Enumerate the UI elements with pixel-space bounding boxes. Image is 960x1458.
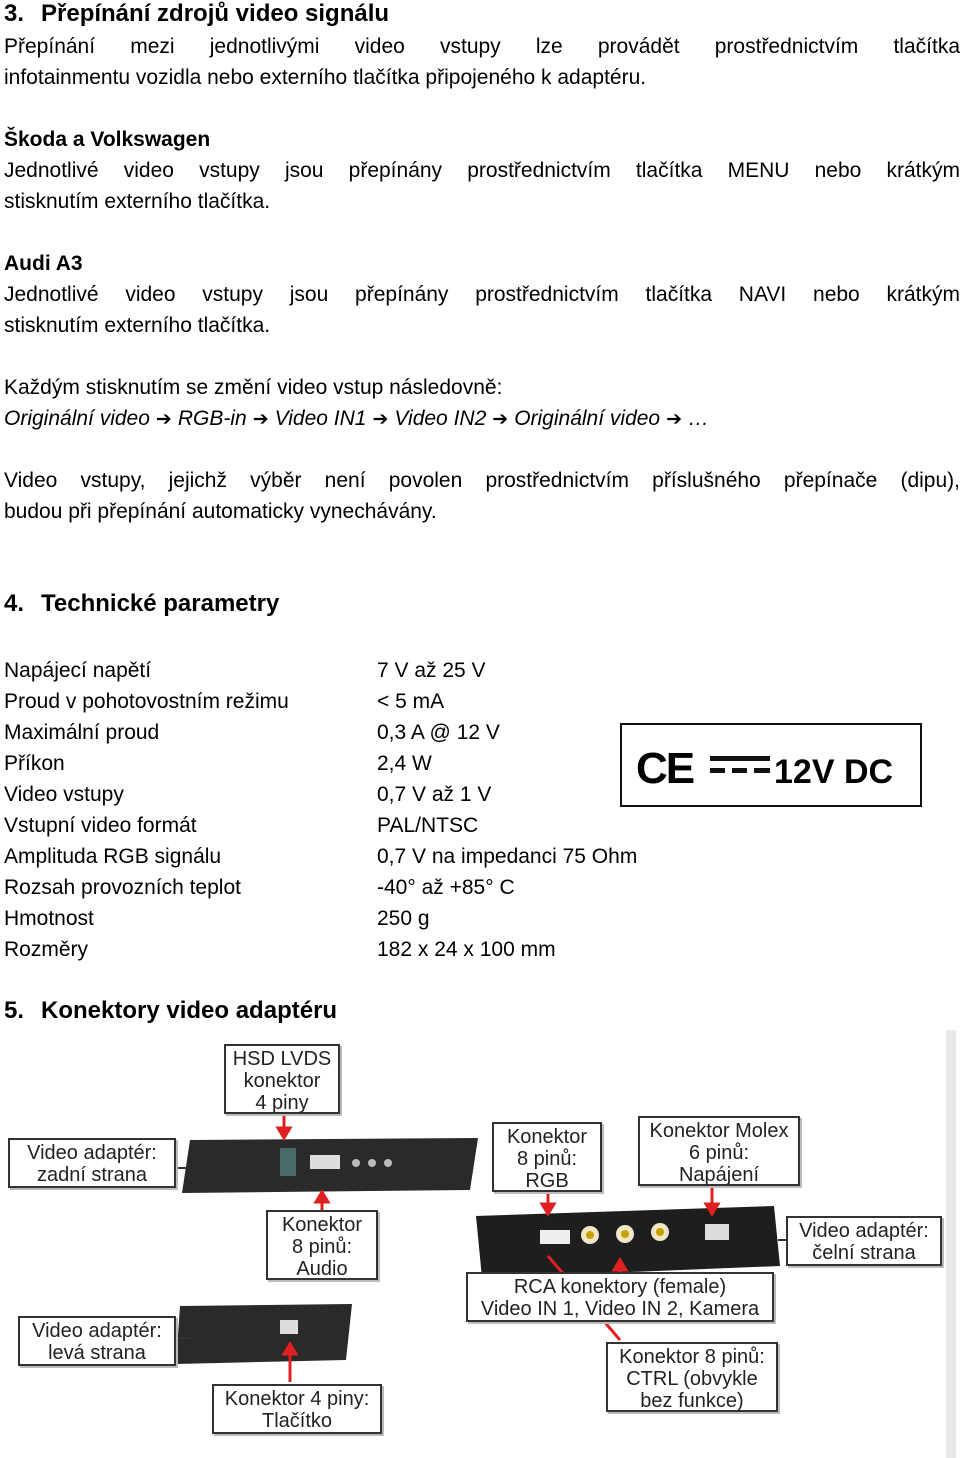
label-ctrl-connector: Konektor 8 pinů: CTRL (obvykle bez funkce) <box>606 1342 778 1412</box>
section-3-heading <box>4 0 389 28</box>
sequence-ellipsis: … <box>688 407 710 430</box>
sequence-step: Originální video <box>4 407 150 430</box>
dc-dash <box>732 768 747 773</box>
arrow-right-icon: ➔ <box>372 409 389 430</box>
power-mark: 12V DC <box>774 753 894 791</box>
port-hole <box>352 1159 360 1167</box>
spec-value: 0,7 V až 1 V <box>377 783 492 806</box>
spec-label: Příkon <box>4 752 65 775</box>
spec-label: Proud v pohotovostním režimu <box>4 690 289 713</box>
spec-value: -40° až +85° C <box>377 876 515 899</box>
skoda-text: stisknutím externího tlačítka. <box>4 190 271 213</box>
hsd-port <box>280 1148 296 1176</box>
skoda-text: Jednotlivé video vstupy jsou přepínány prostřednictvím tlačítka MENU nebo krátkým <box>4 159 960 182</box>
intro-line: infotainmentu vozidla nebo externího tlačítka připojeného k adaptéru. <box>4 66 647 89</box>
dc-dash <box>754 768 770 773</box>
molex-port <box>705 1224 729 1240</box>
spec-value: 7 V až 25 V <box>377 659 486 682</box>
sequence-line <box>4 403 709 435</box>
ctrl-port <box>540 1230 570 1244</box>
spec-value: 250 g <box>377 907 430 930</box>
audi-text: Jednotlivé video vstupy jsou přepínány prostřednictvím tlačítka NAVI nebo krátkým <box>4 283 960 306</box>
spec-label: Rozměry <box>4 938 89 961</box>
scroll-edge <box>946 1030 956 1458</box>
section-number: 4. <box>4 590 25 617</box>
sequence-step: RGB-in <box>177 407 247 430</box>
ce-mark: CE <box>636 744 694 793</box>
spec-label: Rozsah provozních teplot <box>4 876 241 899</box>
spec-value: 0,7 V na impedanci 75 Ohm <box>377 845 638 868</box>
port-hole <box>368 1159 376 1167</box>
ce-12vdc-symbol <box>622 725 920 805</box>
arrow-right-icon: ➔ <box>252 409 269 430</box>
spec-value: 2,4 W <box>377 752 432 775</box>
spec-label: Napájecí napětí <box>4 659 152 682</box>
section-number: 5. <box>4 997 25 1024</box>
ce-12vdc-mark <box>620 723 922 807</box>
label-audio-connector: Konektor 8 pinů: Audio <box>266 1210 378 1280</box>
adapter-connectors-figure <box>0 1030 960 1458</box>
spec-value: 0,3 A @ 12 V <box>377 721 500 744</box>
spec-label: Hmotnost <box>4 907 94 930</box>
audi-text: stisknutím externího tlačítka. <box>4 314 271 337</box>
section-4-heading <box>4 590 279 618</box>
rgb-port <box>310 1155 340 1169</box>
intro-line: Přepínání mezi jednotlivými video vstupy lze provádět prostřednictvím tlačítka <box>4 35 960 58</box>
dc-dash <box>710 768 725 773</box>
audi-subheading: Audi A3 <box>4 252 83 275</box>
sequence-step: Originální video <box>514 407 661 430</box>
note-text: Video vstupy, jejichž výběr není povolen prostřednictvím příslušného přepínače (dipu), <box>4 469 960 492</box>
spec-value: 182 x 24 x 100 mm <box>377 938 556 961</box>
sequence-intro: Každým stisknutím se změní video vstup následovně: <box>4 376 503 399</box>
sequence-step: Video IN1 <box>274 407 367 430</box>
label-front-side: Video adaptér: čelní strana <box>786 1216 942 1266</box>
label-left-side: Video adaptér: levá strana <box>18 1316 176 1366</box>
arrow-right-icon: ➔ <box>492 409 509 430</box>
section-title: Konektory video adaptéru <box>41 997 338 1024</box>
arrow-right-icon: ➔ <box>666 409 683 430</box>
spec-label: Amplituda RGB signálu <box>4 845 222 868</box>
spec-label: Video vstupy <box>4 783 124 806</box>
label-rca-connectors: RCA konektory (female) Video IN 1, Video IN 2, Kamera <box>466 1272 774 1322</box>
label-button-connector: Konektor 4 piny: Tlačítko <box>212 1384 382 1434</box>
spec-label: Maximální proud <box>4 721 160 744</box>
label-molex-connector: Konektor Molex 6 pinů: Napájení <box>638 1116 800 1186</box>
spec-value: < 5 mA <box>377 690 445 713</box>
spec-label: Vstupní video formát <box>4 814 197 837</box>
label-rear-side: Video adaptér: zadní strana <box>8 1138 176 1188</box>
section-number: 3. <box>4 0 25 27</box>
spec-value: PAL/NTSC <box>377 814 479 837</box>
label-rgb-connector: Konektor 8 pinů: RGB <box>492 1122 602 1192</box>
button-port <box>280 1320 298 1334</box>
left-adapter-body <box>176 1304 352 1364</box>
dc-solid-line <box>710 756 770 761</box>
section-5-heading <box>4 997 337 1025</box>
port-hole <box>384 1159 392 1167</box>
skoda-subheading: Škoda a Volkswagen <box>4 128 211 151</box>
section-title: Technické parametry <box>41 590 280 617</box>
label-hsd-lvds: HSD LVDS konektor 4 piny <box>224 1044 340 1114</box>
arrow-right-icon: ➔ <box>155 409 172 430</box>
section-title: Přepínání zdrojů video signálu <box>41 0 390 27</box>
note-text: budou při přepínání automaticky vynechávány. <box>4 500 437 523</box>
sequence-step: Video IN2 <box>394 407 487 430</box>
